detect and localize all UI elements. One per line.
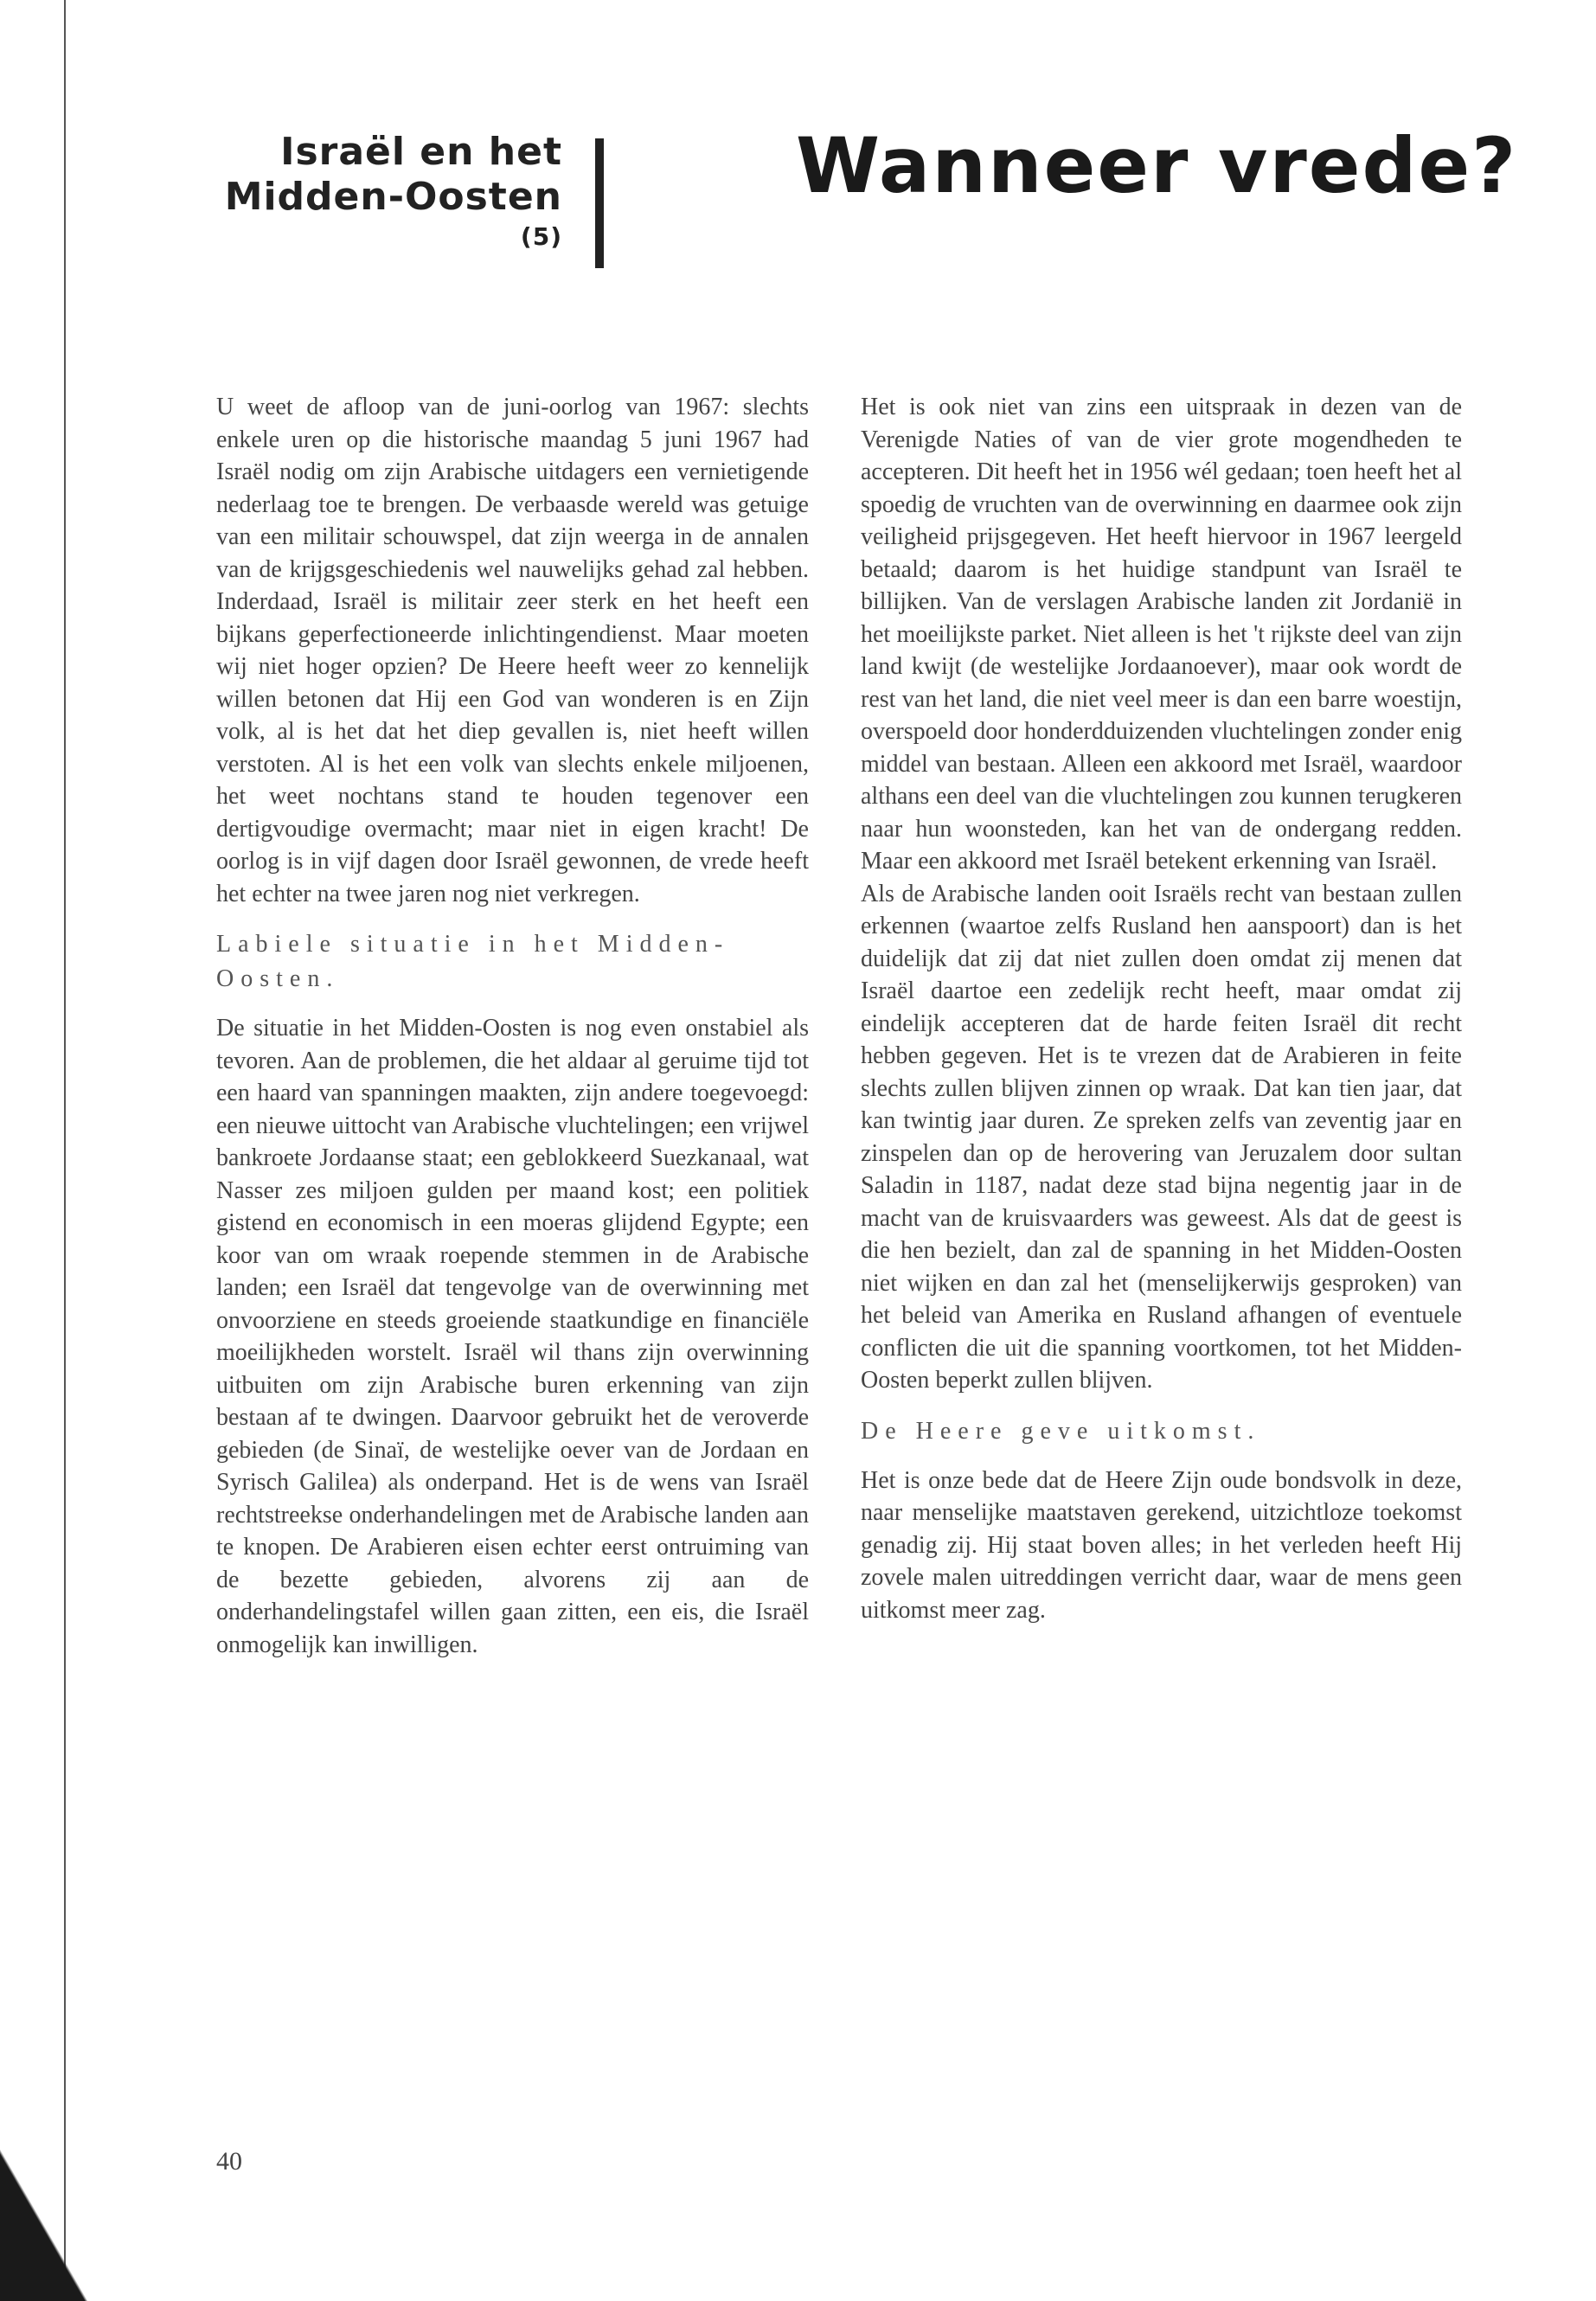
series-title-line1: Israël en het [280,130,562,174]
series-title-line2: Midden-Oosten [224,175,562,219]
section-heading-labiele-situatie: Labiele situatie in het Midden-Oosten. [216,931,730,992]
section-heading-uitkomst: De Heere geve uitkomst. [861,1417,1261,1445]
right-column [861,391,1462,1626]
page-number: 40 [216,2147,242,2176]
right-paragraph-2: Als de Arabische landen ooit Israëls recht van bestaan zullen erkennen (waartoe zelfs Rusland hen aanspoort) dan is het duidelijk dat zij dat niet zullen doen omdat zij menen dat Israël daartoe een zedelijk recht heeft, maar omdat zij eindelijk accepteren dat de harde feiten Israël dit recht hebben gegeven. Het is te vrezen dat de Arabieren in feite slechts zullen blijven zinnen op wraak. Dat kan tien jaar, dat kan twintig jaar duren. Ze spreken zelfs van zeventig jaar en zinspelen dan op de herovering van Jeruzalem door sultan Saladin in 1187, nadat deze stad bijna negentig jaar in de macht van de kruisvaarders was geweest. Als dat de geest is die hen bezielt, dan zal de spanning in het Midden-Oosten niet wijken en dan zal het (menselijkerwijs gesproken) van het beleid van Amerika en Rusland afhangen of eventuele conflicten die uit die spanning voortkomen, tot het Midden-Oosten beperkt zullen blijven. [861,880,1462,1394]
article-title: Wanneer vrede? [796,121,1518,210]
series-title [225,130,562,254]
left-column [216,391,809,1661]
left-paragraph-1: U weet de afloop van de juni-oorlog van 1967: slechts enkele uren op die historische maandag 5 juni 1967 had Israël nodig om zijn Arabische uitdagers een vernietigende nederlaag toe te brengen. De verbaasde wereld was getuige van een militair schouwspel, dat zijn weerga in de annalen van de krijgsgeschiedenis wel nauwelijks gehad zal hebben. Inderdaad, Israël is militair zeer sterk en het heeft een bijkans geperfectioneerde inlichtingendienst. Maar moeten wij niet hoger opzien? De Heere heeft weer zo kennelijk willen betonen dat Hij een God van wonderen is en Zijn volk, al is het dat het diep gevallen is, niet heeft willen verstoten. Al is het een volk van slechts enkele miljoenen, het weet nochtans stand te houden tegenover een dertigvoudige overmacht; maar niet in eigen kracht! De oorlog is in vijf dagen door Israël gewonnen, de vrede heeft het echter na twee jaren nog niet verkregen. [216,394,809,907]
scan-corner-shadow [0,2076,173,2301]
page-margin-line [64,0,66,2301]
left-paragraph-2: De situatie in het Midden-Oosten is nog even onstabiel als tevoren. Aan de problemen, die het aldaar al geruime tijd tot een haard van spanningen maakten, zijn andere toegevoegd: een nieuwe uittocht van Arabische vluchtelingen; een vrijwel bankroete Jordaanse staat; een geblokkeerd Suezkanaal, wat Nasser zes miljoen gulden per maand kost; een politiek gistend en economisch in een moeras glijdend Egypte; een koor van om wraak roepende stemmen in de Arabische landen; een Israël dat tengevolge van de overwinning met onvoorziene en steeds groeiende staatkundige en financiële moeilijkheden worstelt. Israël wil thans zijn overwinning uitbuiten om zijn Arabische buren erkenning van zijn bestaan af te dwingen. Daarvoor gebruikt het de veroverde gebieden (de Sinaï, de westelijke oever van de Jordaan en Syrisch Galilea) als onderpand. Het is de wens van Israël rechtstreekse onderhandelingen met de Arabische landen aan te knopen. De Arabieren eisen echter eerst ontruiming van de bezette gebieden, alvorens zij aan de onderhandelingstafel willen gaan zitten, een eis, die Israël onmogelijk kan inwilligen. [216,1015,809,1658]
title-divider [595,138,604,268]
series-number: (5) [520,222,562,251]
right-paragraph-3: Het is onze bede dat de Heere Zijn oude bondsvolk in deze, naar menselijke maatstaven gerekend, uitzichtloze toekomst genadig zij. Hij staat boven alles; in het verleden heeft Hij zovele malen uitreddingen verricht daar, waar de mens geen uitkomst meer zag. [861,1466,1462,1624]
right-paragraph-1: Het is ook niet van zins een uitspraak in dezen van de Verenigde Naties of van de vier grote mogendheden te accepteren. Dit heeft het in 1956 wél gedaan; toen heeft het al spoedig de vruchten van de overwinning en daarmee ook zijn veiligheid prijsgegeven. Het heeft hiervoor in 1967 leergeld betaald; daarom is het huidige standpunt van Israël te billijken. Van de verslagen Arabische landen zit Jordanië in het moeilijkste parket. Niet alleen is het 't rijkste deel van zijn land kwijt (de westelijke Jordaanoever), maar ook wordt de rest van het land, die niet veel meer is dan een barre woestijn, overspoeld door honderdduizenden vluchtelingen zonder enig middel van bestaan. Alleen een akkoord met Israël, waardoor althans een deel van die vluchtelingen zou kunnen terugkeren naar hun woonsteden, kan het van de ondergang redden. Maar een akkoord met Israël betekent erkenning van Israël. [861,394,1462,875]
